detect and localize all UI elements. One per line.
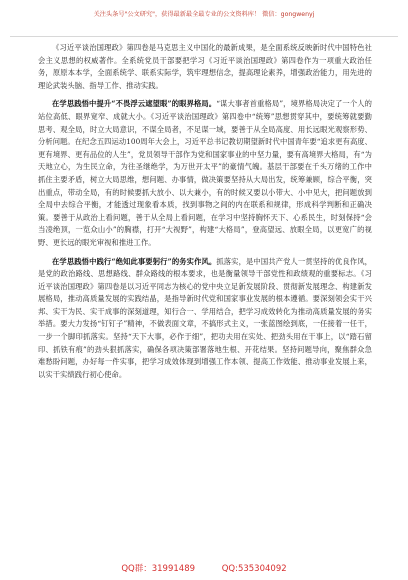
paragraph-text: “谋大事者首重格局”，境界格局决定了一个人的站位高低、眼界宽窄、成就大小。《习近平谈治国理政》第四卷中“统筹”思想贯穿其中，要统筹就要勤思考、观全局，时立大局意识，不谋全局者，不足谋一域，要善于从全局高度、用长远眼光观察形势、分析问题。在纪念五四运动100周年大会上，习近平总书记教切期望新时代中国青年要“追求更有高度、更有境界、更有品位的人生”，党员领导干部作为党和国家事业的中坚力量，要有高境界大格局，有“为天地立心，为生民立命，为往圣继绝学，为万世开太平”的豪情气魄。基层干部要在千头万绪的工作中抓住主要矛盾，树立大局思维，想问题、办事情，做决策要坚持从大局出发，统筹兼顾，综合平衡，突出重点，带动全局，有的时候要抓大放小、以大兼小，有的时候又要以小带大、小中见大，把问题放到全局中去综合平衡，才能透过现象看本质，找到事物之间的内在联系和规律，形成科学判断和正确决策。要善于从政治上看问题，善于从全局上看问题，在学习中坚持胸怀天下、心系民生，时刻保持“会当凌绝顶，一览众山小”的胸襟，打开“大视野”，构建“大格局”，登高望远、放眼全局，以更宽广的视野、更长远的眼光审视和推进工作。	[38, 99, 372, 247]
paragraph-lead: 在学思践悟中践行“绝知此事要躬行”的务实作风。	[52, 256, 217, 266]
footer-qq-group: QQ群：31991489	[121, 564, 196, 574]
page-header	[0, 10, 408, 19]
paragraph-lead: 在学思践悟中提升“不畏浮云遮望眼”的眼界格局。	[52, 99, 217, 109]
article-body	[38, 42, 372, 387]
paragraph-text: 《习近平谈治国理政》第四卷是马克思主义中国化的最新成果，是全面系统反映新时代中国特色社会主义思想的权威著作。全系统党员干部要把学习《习近平谈治国理政》第四卷作为一项重大政治任务，原原本本学，全面系统学、联系实际学，筑牢理想信念，提高理论素养，增强政治能力，用先进的理论武装头脑、指导工作、推动实践。	[38, 43, 372, 90]
paragraph-text: 抓落实，是中国共产党人一贯坚持的优良作风，是党的政治路线、思想路线、群众路线的根本要求，也是衡量领导干部党性和政绩观的重要标志。《习近平谈治国理政》第四卷是以习近平同志为核心的党中央立足新发展阶段、贯彻新发展理念、构建新发展格局，推动高质量发展的实践结晶，是指导新时代党和国家事业发展的根本遵循。要深刻领会实干兴邦、实干为民、实干成事的深刻道理，知行合一、学用结合，把学习成效转化为推动高质量发展的务实举措。要大力发扬“钉钉子”精神，不做表面文章，不搞形式主义，一张蓝图绘到底，一任接着一任干，一步一个脚印抓落实。坚持“天下大事，必作于细”，把功夫用在实处、把劲头用在干事上，以“踏石留印、抓铁有痕”的劲头狠抓落实，确保各项决策部署落地生根、开花结果。坚持问题导向，聚焦群众急难愁盼问题，办好每一件实事，把学习成效体现到增强工作本领、提高工作效能、推动事业发展上来，以实干实绩践行初心使命。	[38, 256, 372, 379]
paragraph-vision	[38, 98, 372, 249]
footer-qq: QQ:535304092	[221, 564, 287, 574]
header-notice: 关注头条号"公文研究"，获得最新最全最专业的公文资料库！ 微信：gongwenyj	[93, 11, 315, 18]
paragraph-practice	[38, 256, 372, 382]
paragraph-intro	[38, 42, 372, 92]
page-footer	[0, 562, 408, 574]
header-divider	[10, 36, 398, 37]
